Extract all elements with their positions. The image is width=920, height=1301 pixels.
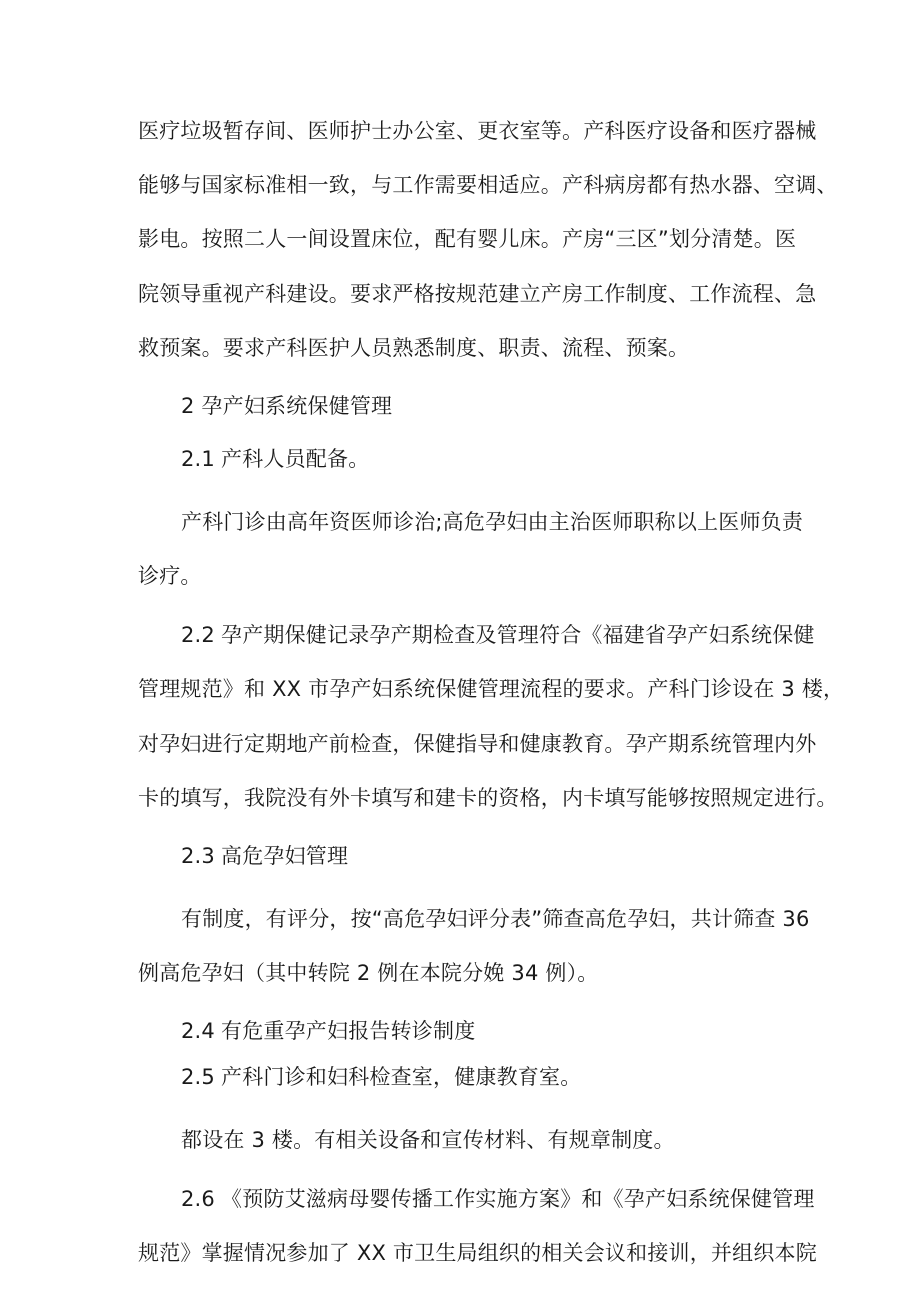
paragraph-line: 有制度，有评分，按“高危孕妇评分表”筛查高危孕妇，共计筛查 36 xyxy=(181,907,810,931)
item-number: 2.1 xyxy=(181,447,215,471)
item-2-2 xyxy=(181,620,841,650)
item-text: 孕产期保健记录孕产期检查及管理符合《福建省孕产妇系统保健 xyxy=(221,623,815,647)
paragraph-line: 影电。按照二人一间设置床位，配有婴儿床。产房“三区”划分清楚。医 xyxy=(138,227,797,251)
item-2-6 xyxy=(181,1184,841,1214)
paragraph-line: 产科门诊由高年资医师诊治;高危孕妇由主治医师职称以上医师负责 xyxy=(181,510,804,534)
item-number: 2.4 xyxy=(181,1019,215,1043)
paragraph-line: 医疗垃圾暂存间、医师护士办公室、更衣室等。产科医疗设备和医疗器械 xyxy=(138,119,817,143)
item-text: 高危孕妇管理 xyxy=(221,844,349,868)
item-number: 2.3 xyxy=(181,844,215,868)
paragraph-line: 救预案。要求产科医护人员熟悉制度、职责、流程、预案。 xyxy=(138,336,690,360)
paragraph-line: 对孕妇进行定期地产前检查，保健指导和健康教育。孕产期系统管理内外 xyxy=(138,732,817,756)
item-text: 有危重孕产妇报告转诊制度 xyxy=(221,1019,476,1043)
paragraph-line: 都设在 3 楼。有相关设备和宣传材料、有规章制度。 xyxy=(181,1128,675,1152)
item-number: 2.6 xyxy=(181,1187,215,1211)
item-text: 产科人员配备。 xyxy=(221,447,370,471)
paragraph-line: 卡的填写，我院没有外卡填写和建卡的资格，内卡填写能够按照规定进行。 xyxy=(138,786,838,810)
paragraph-line: 诊疗。 xyxy=(138,564,202,588)
item-2-3 xyxy=(181,841,841,871)
section-heading: 2 孕产妇系统保健管理 xyxy=(181,394,393,418)
paragraph-line: 管理规范》和 XX 市孕产妇系统保健管理流程的要求。产科门诊设在 3 楼， xyxy=(138,677,845,701)
paragraph-line: 例高危孕妇（其中转院 2 例在本院分娩 34 例）。 xyxy=(138,961,599,985)
item-2-4 xyxy=(181,1016,841,1046)
item-text: 《预防艾滋病母婴传播工作实施方案》和《孕产妇系统保健管理 xyxy=(221,1187,815,1211)
paragraph-line: 规范》掌握情况参加了 XX 市卫生局组织的相关会议和接训，并组织本院 xyxy=(138,1241,817,1265)
item-number: 2.5 xyxy=(181,1065,215,1089)
paragraph-line: 院领导重视产科建设。要求严格按规范建立产房工作制度、工作流程、急 xyxy=(138,282,817,306)
item-2-1 xyxy=(181,444,841,474)
item-text: 产科门诊和妇科检查室，健康教育室。 xyxy=(221,1065,582,1089)
item-2-5 xyxy=(181,1062,841,1092)
paragraph-line: 能够与国家标准相一致，与工作需要相适应。产科病房都有热水器、空调、 xyxy=(138,173,838,197)
item-number: 2.2 xyxy=(181,623,215,647)
